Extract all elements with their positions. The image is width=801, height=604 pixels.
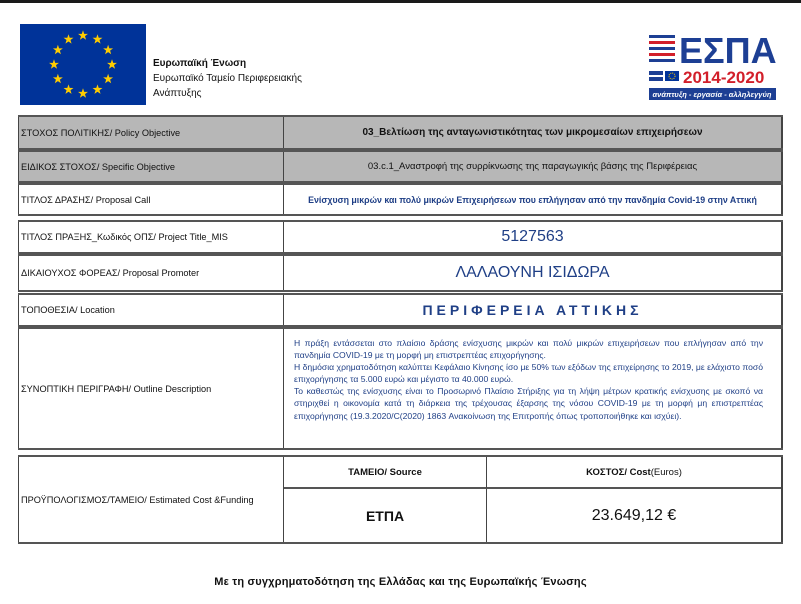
location-label: ΤΟΠΟΘΕΣΙΑ/ Location [18,295,284,325]
espa-title: ΕΣΠΑ [679,30,777,71]
policy-objective-label: ΣΤΟΧΟΣ ΠΟΛΙΤΙΚΗΣ/ Policy Objective [18,117,284,148]
outline-description-label: ΣΥΝΟΠΤΙΚΗ ΠΕΡΙΓΡΑΦΗ/ Outline Description [18,329,284,448]
proposal-promoter-value: ΛΑΛΑΟΥΝΗ ΙΣΙΔΩΡΑ [284,256,783,290]
description-paragraph-3: Το καθεστώς της ενίσχυσης είναι το Προσωρινό Πλαίσιο Στήριξης για τη λήψη μέτρων κρατικής ενίσχυσης με σκοπό να στηριχθεί η οικονομία κατά τη διάρκεια της τρέχουσας έξαρσης της νόσου COVID-19 με τη μορφή μη επιστρεπτέας επιχορήγησης (19.3.2020/C(2020) 1863 Ανακοίνωση της Επιτροπής όπως τροποποιήθηκε και ισχύει). [294,386,763,421]
eu-star-icon [64,34,74,43]
outline-description-value [284,329,783,448]
source-value: ΕΤΠΑ [284,489,487,542]
specific-objective-label: ΕΙΔΙΚΟΣ ΣΤΟΧΟΣ/ Specific Objective [18,152,284,181]
description-paragraph-1: Η πράξη εντάσσεται στο πλαίσιο δράσης ενίσχυσης μικρών και πολύ μικρών επιχειρήσεων που επλήγησαν από την πανδημία COVID-19 με τη μορφή μη επιστρεπτέας επιχορήγησης. [294,338,763,361]
budget-grid [284,457,783,542]
cofinancing-footer: Με τη συγχρηματοδότηση της Ελλάδας και της Ευρωπαϊκής Ένωσης [214,576,587,588]
proposal-call-value: Ενίσχυση μικρών και πολύ μικρών Επιχειρήσεων που επλήγησαν από την πανδημία Covid-19 στην Αττική [284,185,783,214]
eu-star-icon [78,30,88,39]
eu-caption-line3: Ανάπτυξης [153,88,202,99]
row-estimated-cost [18,455,783,544]
row-outline-description [18,327,783,450]
project-title-value: 5127563 [284,222,783,252]
source-header: ΤΑΜΕΙΟ/ Source [284,457,487,489]
row-specific-objective [18,150,783,183]
row-project-title [18,220,783,254]
row-location [18,293,783,327]
espa-years: 2014-2020 [683,68,765,87]
eu-star-icon [103,74,113,83]
eu-star-icon [93,84,103,93]
eu-flag-logo [20,24,146,105]
eu-star-icon [103,45,113,54]
espa-logo [645,23,780,105]
row-proposal-call [18,183,783,216]
description-paragraph-2: Η δημόσια χρηματοδότηση καλύπτει Κεφάλαιο Κίνησης ίσο με 50% των εξόδων της επιχείρησης το 2019, με ελάχιστο ποσό επιχορήγησης τα 5.000 ευρώ και μέγιστο τα 40.000 ευρώ. [294,362,763,385]
cost-value: 23.649,12 € [591,506,677,524]
project-title-label: ΤΙΤΛΟΣ ΠΡΑΞΗΣ_Κωδικός ΟΠΣ/ Project Title_MIS [18,222,284,252]
cost-header [487,457,781,489]
eu-star-icon [53,45,63,54]
eu-star-icon [107,59,117,68]
eu-star-icon [64,84,74,93]
greek-stripes-icon [649,35,675,62]
eu-caption-line1: Ευρωπαϊκή Ένωση [153,58,247,69]
eu-star-icon [53,74,63,83]
proposal-promoter-label: ΔΙΚΑΙΟΥΧΟΣ ΦΟΡΕΑΣ/ Proposal Promoter [18,256,284,290]
eu-star-icon [49,59,59,68]
eu-star-icon [93,34,103,43]
eu-caption-line2: Ευρωπαϊκό Ταμείο Περιφερειακής [153,73,302,84]
eu-caption [153,56,302,101]
row-policy-objective [18,115,783,150]
cost-header-label: ΚΟΣΤΟΣ/ Cost [586,466,651,478]
policy-objective-value: 03_Βελτίωση της ανταγωνιστικότητας των μικρομεσαίων επιχειρήσεων [284,117,783,148]
location-value: ΠΕΡΙΦΕΡΕΙΑ ΑΤΤΙΚΗΣ [284,295,783,325]
eu-star-icon [78,88,88,97]
row-proposal-promoter [18,254,783,292]
specific-objective-value: 03.c.1_Αναστροφή της συρρίκνωσης της παραγωγικής βάσης της Περιφέρειας [284,152,783,181]
espa-slogan: ανάπτυξη - εργασία - αλληλεγγύη [652,90,772,99]
estimated-cost-label: ΠΡΟΫΠΟΛΟΓΙΣΜΟΣ/ΤΑΜΕΙΟ/ Estimated Cost &Funding [18,457,284,542]
cost-header-unit: (Euros) [650,466,682,478]
eu-stars-icon [20,24,146,105]
proposal-call-label: ΤΙΤΛΟΣ ΔΡΑΣΗΣ/ Proposal Call [18,185,284,214]
